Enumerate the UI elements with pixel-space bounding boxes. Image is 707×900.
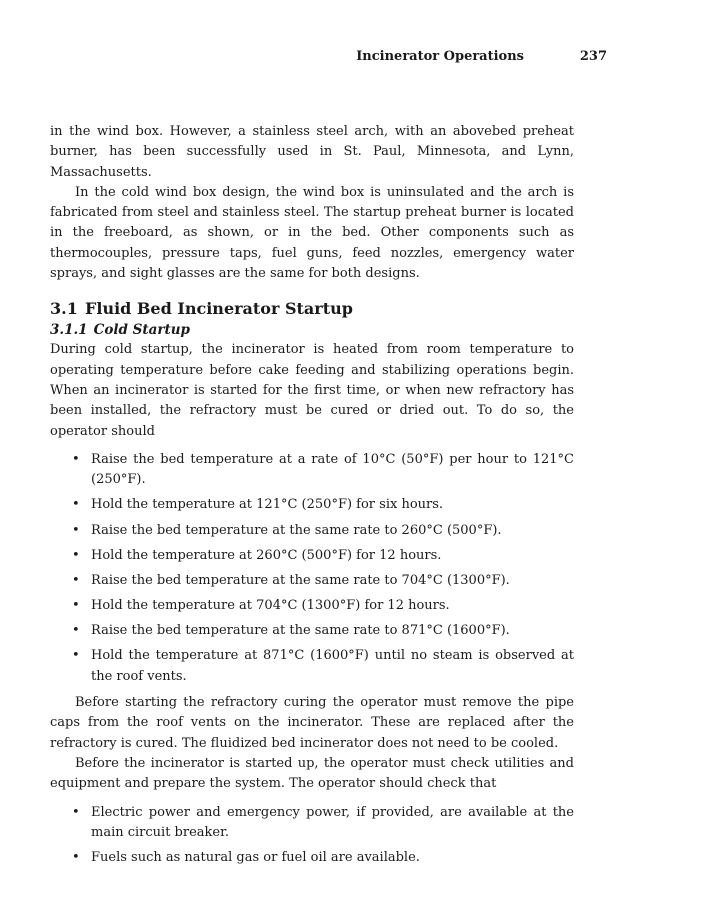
- body-text: [50, 122, 574, 874]
- list-item: • Raise the bed temperature at the same rate to 260°C (500°F).: [50, 521, 574, 541]
- list-item: • Raise the bed temperature at the same rate to 704°C (1300°F).: [50, 571, 574, 591]
- list-item: • Hold the temperature at 704°C (1300°F) for 12 hours.: [50, 596, 574, 616]
- list-item: • Raise the bed temperature at the same rate to 871°C (1600°F).: [50, 621, 574, 641]
- document-page: [50, 0, 607, 900]
- section-heading: [50, 298, 574, 320]
- paragraph-intro-continued: in the wind box. However, a stainless steel arch, with an abovebed preheat burner, has been successfully used in St. Paul, Minnesota, and Lynn, Massachusetts.: [50, 124, 574, 180]
- running-head-title: Incinerator Operations: [356, 49, 524, 64]
- list-item: • Hold the temperature at 121°C (250°F) for six hours.: [50, 495, 574, 515]
- list-item: • Hold the temperature at 871°C (1600°F) until no steam is observed at the roof vents.: [50, 646, 574, 687]
- check-items-list: [50, 803, 574, 869]
- paragraph-cold-startup: During cold startup, the incinerator is heated from room temperature to operating temperature before cake feeding and stabilizing operations begin. When an incinerator is started for the first time, or when new refractory has been installed, the refractory must be cured or dried out. To do so, the operator should: [50, 342, 574, 439]
- subsection-title: Cold Startup: [93, 322, 190, 339]
- paragraph-cold-windbox: In the cold wind box design, the wind box is uninsulated and the arch is fabricated from steel and stainless steel. The startup preheat burner is located in the freeboard, as shown, or in the bed. Other components such as thermocouples, pressure taps, fuel guns, feed nozzles, emergency water sprays, and sight glasses are the same for both designs.: [50, 184, 574, 282]
- list-item: • Hold the temperature at 260°C (500°F) for 12 hours.: [50, 546, 574, 566]
- subsection-number: 3.1.1: [50, 322, 88, 339]
- section-number: 3.1: [50, 299, 78, 319]
- page-number: 237: [579, 49, 607, 64]
- section-title: Fluid Bed Incinerator Startup: [85, 299, 353, 319]
- subsection-heading: [50, 320, 574, 340]
- paragraph-check-utilities: Before the incinerator is started up, the operator must check utilities and equipment and prepare the system. The operator should check that: [50, 755, 574, 792]
- curing-steps-list: [50, 450, 574, 687]
- paragraph-pipe-caps: Before starting the refractory curing the operator must remove the pipe caps from the roof vents on the incinerator. These are replaced after the refractory is cured. The fluidized bed incinerator does not need to be cooled.: [50, 695, 574, 751]
- list-item: • Raise the bed temperature at a rate of 10°C (50°F) per hour to 121°C (250°F).: [50, 450, 574, 491]
- list-item: • Electric power and emergency power, if provided, are available at the main circuit breaker.: [50, 803, 574, 844]
- list-item: • Fuels such as natural gas or fuel oil are available.: [50, 848, 574, 868]
- running-head: [50, 49, 657, 67]
